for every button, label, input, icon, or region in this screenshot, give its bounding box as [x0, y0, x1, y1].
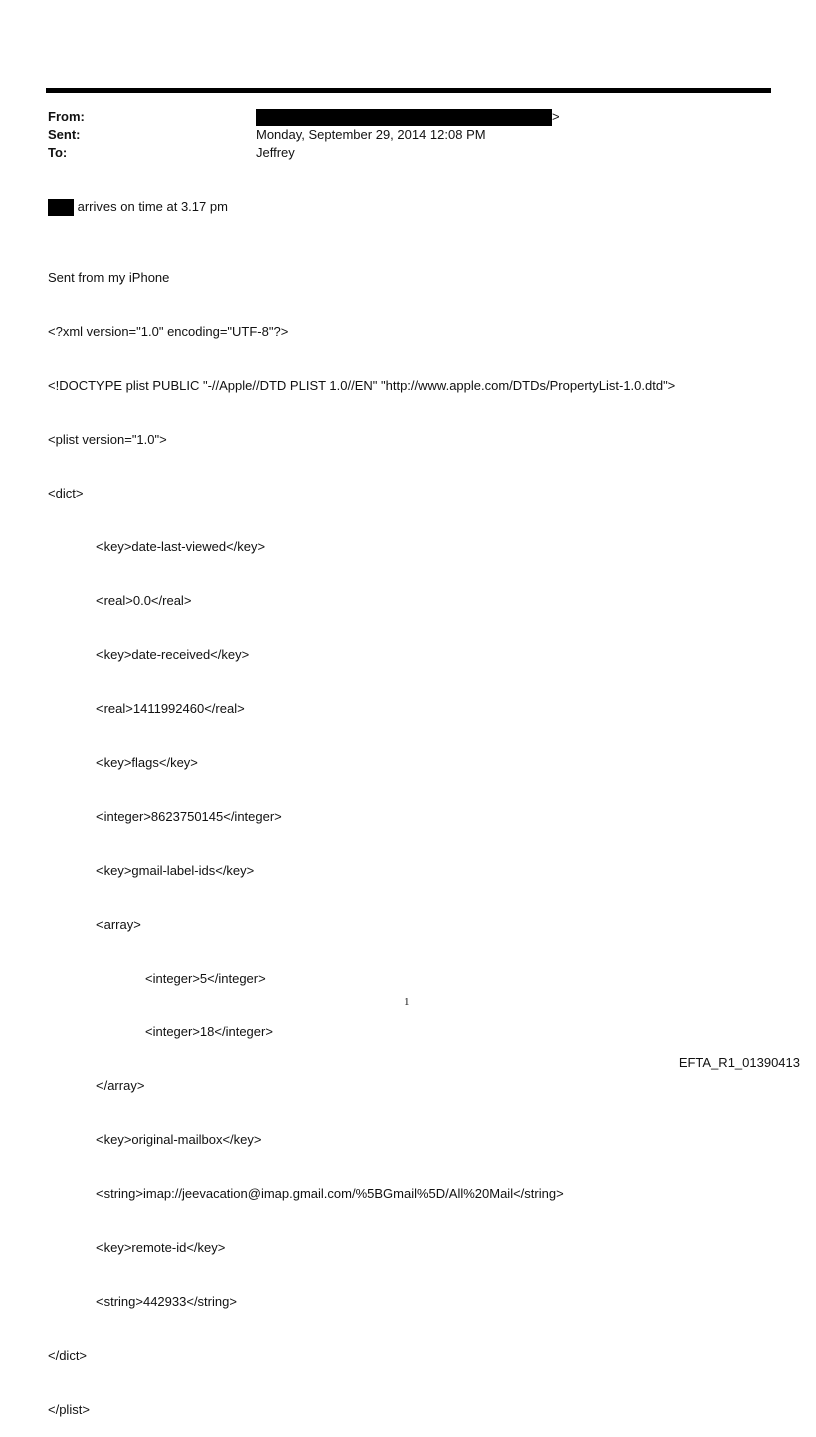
bates-number: EFTA_R1_01390413 [678, 1055, 800, 1070]
sent-label: Sent: [48, 127, 81, 142]
sent-row [48, 126, 768, 144]
header-rule [46, 88, 771, 93]
arrival-text: arrives on time at 3.17 pm [77, 199, 228, 214]
xml-line: <!DOCTYPE plist PUBLIC "-//Apple//DTD PLIST 1.0//EN" "http://www.apple.com/DTDs/PropertyList-1.0.dtd"> [48, 377, 676, 393]
page-number: 1 [404, 996, 410, 1008]
xml-line: <plist version="1.0"> [48, 431, 167, 447]
xml-line: <key>gmail-label-ids</key> [96, 862, 255, 878]
email-header [48, 108, 768, 168]
from-redaction [256, 109, 552, 126]
message-body [48, 233, 675, 1437]
xml-line: <dict> [48, 485, 84, 501]
xml-line: <integer>18</integer> [145, 1024, 273, 1040]
xml-line: <integer>5</integer> [145, 970, 266, 986]
xml-line: <key>date-last-viewed</key> [96, 539, 266, 555]
xml-line: <key>remote-id</key> [96, 1240, 226, 1256]
from-value [256, 108, 560, 126]
xml-line: <string>442933</string> [96, 1293, 237, 1309]
signature-line: Sent from my iPhone [48, 270, 170, 285]
from-row [48, 108, 768, 126]
from-label: From: [48, 109, 85, 124]
xml-line: <key>date-received</key> [96, 647, 250, 663]
xml-line: <string>imap://jeevacation@imap.gmail.com/%5BGmail%5D/All%20Mail</string> [96, 1186, 564, 1202]
xml-line: <integer>8623750145</integer> [96, 808, 282, 824]
xml-line: <array> [96, 916, 141, 932]
message-first-line [48, 198, 228, 216]
to-value: Jeffrey [256, 145, 295, 160]
xml-line: <key>original-mailbox</key> [96, 1132, 262, 1148]
body-redaction [48, 199, 74, 216]
sent-value: Monday, September 29, 2014 12:08 PM [256, 127, 486, 142]
to-row [48, 144, 768, 162]
xml-line: <real>1411992460</real> [96, 701, 245, 717]
from-suffix: > [552, 109, 560, 124]
xml-line: <real>0.0</real> [96, 593, 192, 609]
xml-line: <key>flags</key> [96, 755, 198, 771]
xml-line: </dict> [48, 1347, 88, 1363]
xml-line: </plist> [48, 1401, 90, 1417]
to-label: To: [48, 145, 68, 160]
xml-line: </array> [96, 1078, 145, 1094]
xml-line: <?xml version="1.0" encoding="UTF-8"?> [48, 323, 289, 339]
